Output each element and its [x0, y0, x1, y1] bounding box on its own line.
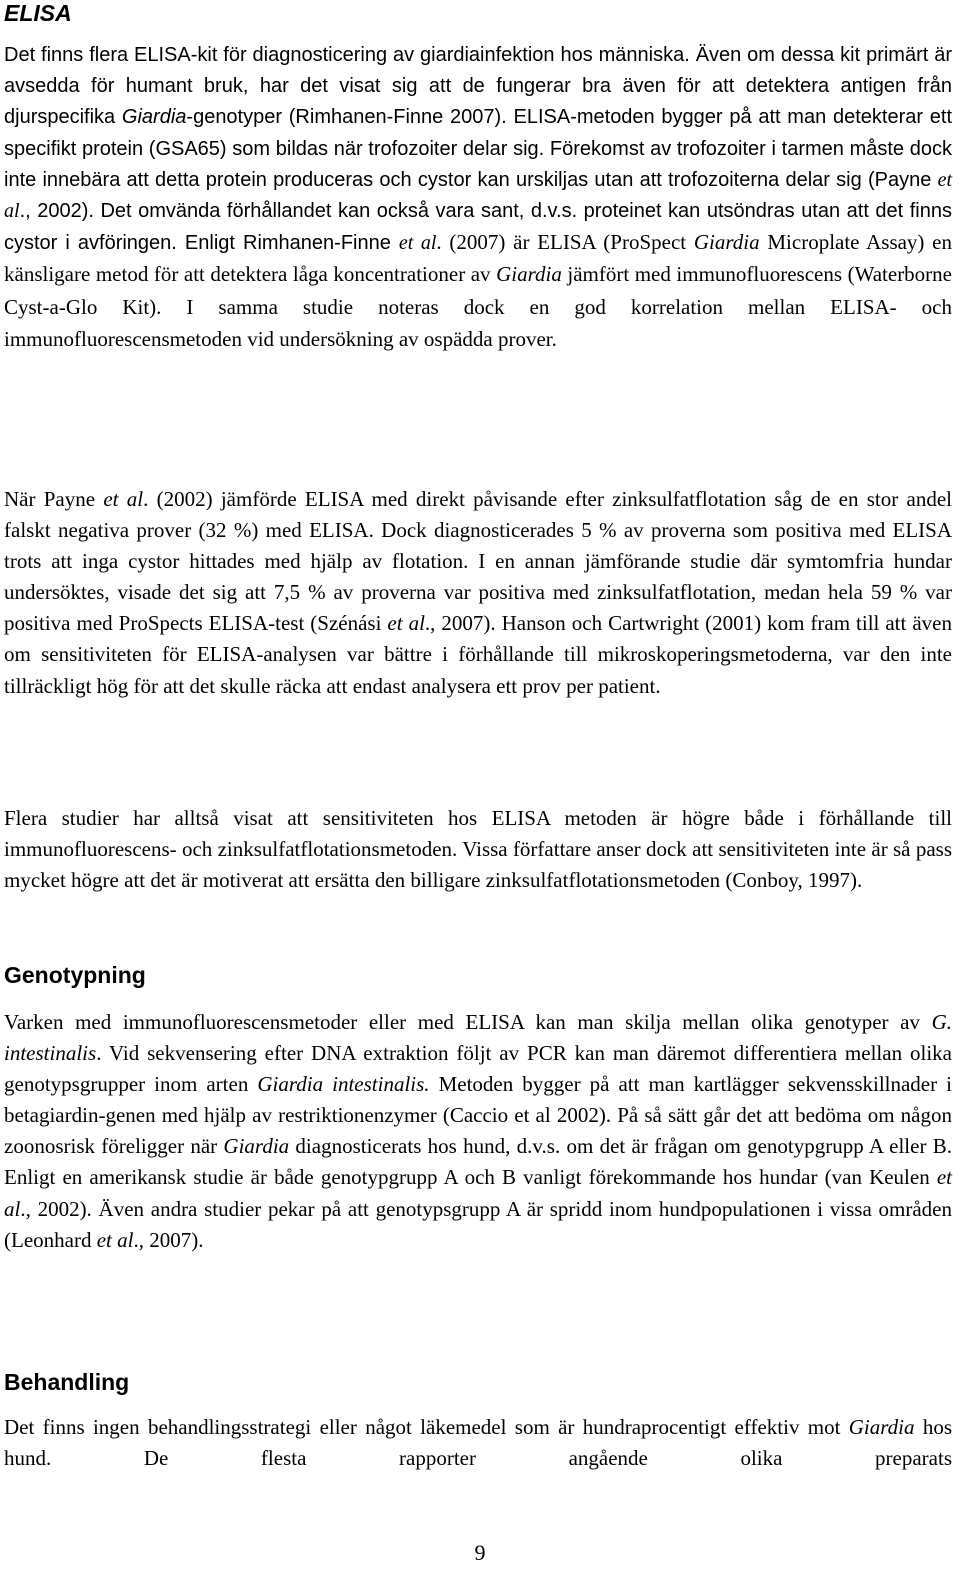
italic-term: et al: [103, 487, 144, 511]
text-span: Varken med immunofluorescensmetoder eller med ELISA kan man skilja mellan olika genotyper av: [4, 1010, 932, 1034]
text-span: ., 2002). Även andra studier pekar på att genotypsgrupp A är spridd inom hundpopulationen i vissa områden (Leonhard: [4, 1196, 952, 1252]
italic-term: et al: [4, 1165, 952, 1221]
text-span: . (2002) jämförde ELISA med direkt påvisande efter zinksulfatflotation såg de en stor andel falskt negativa prover (32 %) med ELISA. Dock diagnosticerades 5 % av proverna som positiva med ELISA trots att inga cystor hittades med hjälp av flotation. I en annan jämförande studie där symtomfria hundar undersöktes, visade det sig att 7,5 % av proverna var positiva med zinksulfatflotation, medan hela 59 % var positiva med ProSpects ELISA-test (Szénási: [4, 487, 952, 636]
text-span: . (2007) är ELISA (ProSpect: [436, 230, 694, 255]
italic-term: Giardia intestinalis.: [257, 1072, 430, 1097]
italic-term: Giardia: [223, 1134, 290, 1159]
paragraph-elisa-comparison: [4, 484, 952, 702]
italic-term: G. intestinalis: [4, 1010, 952, 1066]
text-span: När Payne: [4, 487, 104, 511]
text-span: -genotyper (Rimhanen-Finne 2007). ELISA-metoden bygger på att man detekterar ett specifikt protein (GSA65) som bildas när trofozoiter delar sig. Förekomst av trofozoiter i tarmen måste dock inte innebära att detta protein produceras och cystor kan urskiljas utan att trofozoiterna delar sig (Payne: [4, 106, 952, 191]
paragraph-elisa-summary: Flera studier har alltså visat att sensitiviteten hos ELISA metoden är högre både i förhållande till immunofluorescens- och zinksulfatflotationsmetoden. Vissa författare anser dock att sensitiviteten inte är så pass mycket högre att det är motiverat att ersätta den billigare zinksulfatflotationsmetoden (Conboy, 1997).: [4, 806, 952, 893]
text-span: ., 2002). Det omvända förhållandet kan också vara sant, d.v.s. proteinet kan utsöndras utan att det finns cystor i avföringen. Enligt Rimhanen-Finne: [4, 200, 952, 255]
italic-term: et al: [96, 1227, 134, 1252]
heading-elisa: ELISA: [4, 0, 72, 26]
text-span: Det finns flera ELISA-kit för diagnosticering av giardiainfektion hos människa. Även om dessa kit primärt är avsedda för humant bruk, har det visat sig att de fungerar bra även för att detektera antigen från djurspecifika: [4, 44, 952, 129]
italic-term: et al: [4, 168, 952, 223]
text-span: ., 2007).: [133, 1227, 204, 1252]
text-span: diagnosticerats hos hund, d.v.s. om det är frågan om genotypgrupp A eller B. Enligt en amerikansk studie är både genotypgrupp A och B vanligt förekommande hos hundar (van Keulen: [4, 1134, 952, 1190]
text-span: Det finns ingen behandlingsstrategi eller något läkemedel som är hundraprocentigt effektiv mot: [4, 1415, 849, 1439]
text-span: Microplate Assay) en känsligare metod för att detektera låga koncentrationer av: [4, 230, 952, 287]
heading-genotypning: Genotypning: [4, 962, 146, 988]
text-span: . Vid sekvensering efter DNA extraktion följt av PCR kan man däremot differentiera mellan olika genotypsgrupper inom arten: [4, 1041, 952, 1097]
text-span: ., 2007). Hanson och Cartwright (2001) kom fram till att även om sensitiviteten för ELISA-analysen var bättre i förhållande till mikroskoperingsmetoderna, var den inte tillräckligt hög för att det skulle räcka att endast analysera ett prov per patient.: [4, 611, 952, 698]
text-span: jämfört med immunofluorescens (Waterborne Cyst-a-Glo Kit). I samma studie noteras dock en god korrelation mellan ELISA- och immunofluorescensmetoden vid undersökning av ospädda prover.: [4, 262, 952, 351]
text-span: Metoden bygger på att man kartlägger sekvensskillnader i betagiardin-genen med hjälp av restriktionenzymer (Caccio et al 2002). På så sätt går det att bedöma om någon zoonosrisk föreligger när: [4, 1072, 952, 1159]
heading-behandling: Behandling: [4, 1369, 130, 1395]
italic-term: Giardia: [121, 106, 187, 129]
italic-term: Giardia: [693, 230, 760, 255]
page-number: 9: [474, 1540, 486, 1565]
paragraph-genotypning: [4, 1007, 952, 1256]
italic-term: et al: [387, 611, 425, 636]
text-span: hos hund. De flesta rapporter angående olika preparats: [4, 1415, 952, 1471]
italic-term: Giardia: [496, 262, 562, 287]
paragraph-elisa-intro: [4, 40, 952, 356]
italic-term: Giardia: [848, 1415, 915, 1439]
italic-term: et al: [398, 232, 437, 255]
paragraph-behandling: [4, 1412, 952, 1474]
